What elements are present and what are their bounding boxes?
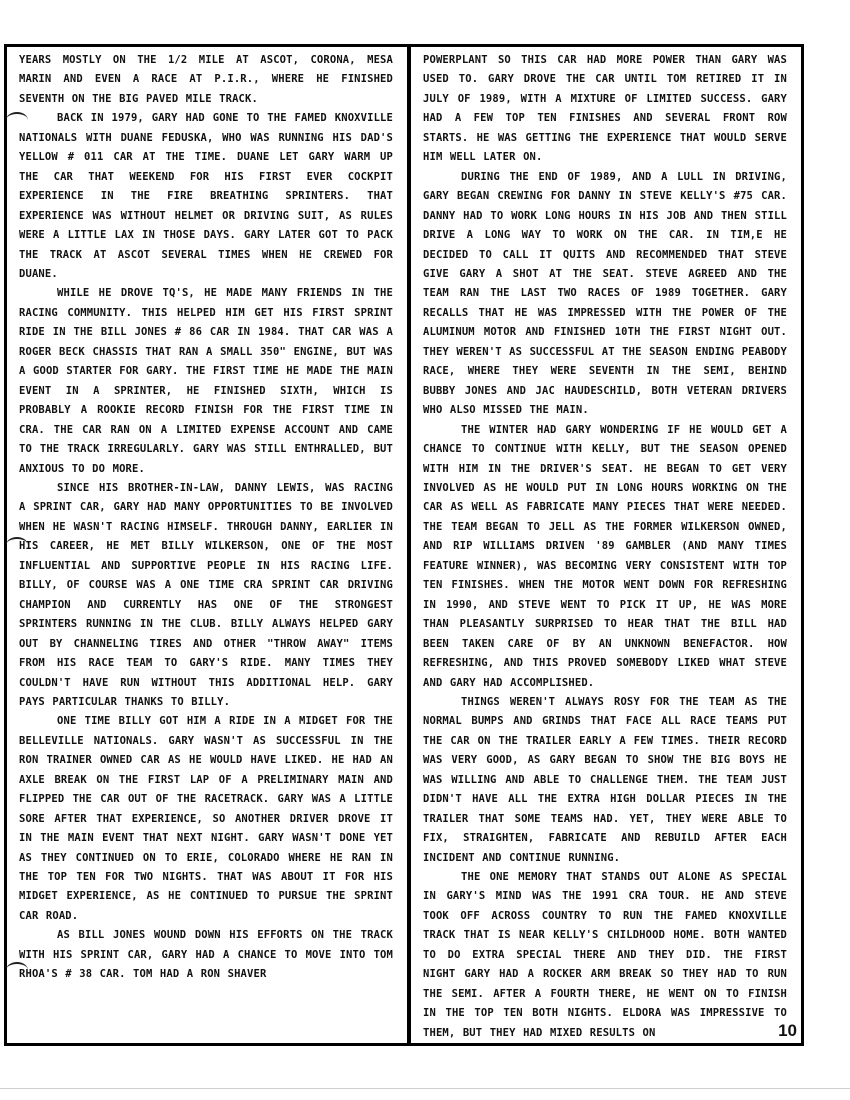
right-column-text [423, 51, 787, 1043]
paragraph: WHILE HE DROVE TQ'S, HE MADE MANY FRIENDS IN THE RACING COMMUNITY. THIS HELPED HIM GET HIS FIRST SPRINT RIDE IN THE BILL JONES # 86 CAR IN 1984. THAT CAR WAS A ROGER BECK CHASSIS THAT RAN A SMALL 350" ENGINE, BUT WAS A GOOD STARTER FOR GARY. THE FIRST TIME HE MADE THE MAIN EVENT IN A SPRINTER, HE FINISHED SIXTH, WHICH IS PROBABLY A ROOKIE RECORD FINISH FOR THE FIRST TIME IN CRA. THE CAR RAN ON A LIMITED EXPENSE ACCOUNT AND CAME TO THE TRACK IRREGULARLY. GARY WAS STILL ENTHRALLED, BUT ANXIOUS TO DO MORE. [19, 287, 393, 475]
paragraph: AS BILL JONES WOUND DOWN HIS EFFORTS ON THE TRACK WITH HIS SPRINT CAR, GARY HAD A CHANCE TO MOVE INTO TOM RHOA'S # 38 CAR. TOM HAD A RON SHAVER [19, 929, 393, 981]
left-column [7, 47, 409, 1043]
left-column-text [19, 51, 393, 985]
page-number: 10 [778, 1021, 797, 1040]
paragraph: THINGS WEREN'T ALWAYS ROSY FOR THE TEAM AS THE NORMAL BUMPS AND GRINDS THAT FACE ALL RACE TEAMS PUT THE CAR ON THE TRAILER EARLY A FEW TIMES. THEIR RECORD WAS VERY GOOD, AS GARY BEGAN TO SHOW THE BIG BOYS HE WAS WILLING AND ABLE TO CHALLENGE THEM. THE TEAM JUST DIDN'T HAVE ALL THE EXTRA HIGH DOLLAR PIECES IN THE TRAILER THAT SOME TEAMS HAD. YET, THEY WERE ABLE TO FIX, STRAIGHTEN, FABRICATE AND REBUILD AFTER EACH INCIDENT AND CONTINUE RUNNING. [423, 695, 787, 864]
scan-edge-line [0, 1088, 850, 1089]
right-column [409, 47, 801, 1043]
hole-punch-mark [6, 112, 28, 128]
paragraph: BACK IN 1979, GARY HAD GONE TO THE FAMED KNOXVILLE NATIONALS WITH DUANE FEDUSKA, WHO WAS RUNNING HIS DAD'S YELLOW # 011 CAR AT THE TIME. DUANE LET GARY WARM UP THE CAR THAT WEEKEND FOR HIS FIRST EVER COCKPIT EXPERIENCE IN THE FIRE BREATHING SPRINTERS. THAT EXPERIENCE WAS WITHOUT HELMET OR DRIVING SUIT, AS RULES WERE A LITTLE LAX IN THOSE DAYS. GARY LATER GOT TO PACK THE TRACK AT ASCOT SEVERAL TIMES WHEN HE CREWED FOR DUANE. [19, 112, 393, 280]
paragraph: THE WINTER HAD GARY WONDERING IF HE WOULD GET A CHANCE TO CONTINUE WITH KELLY, BUT THE SEASON OPENED WITH HIM IN THE DRIVER'S SEAT. HE BEGAN TO GET VERY INVOLVED AS HE WOULD PUT IN LONG HOURS WORKING ON THE CAR AS WELL AS FABRICATE MANY PIECES THAT WERE NEEDED. THE TEAM BEGAN TO JELL AS THE FORMER WILKERSON OWNED, AND RIP WILLIAMS DRIVEN '89 GAMBLER (AND MANY TIMES FEATURE WINNER), WAS BECOMING VERY CONSISTENT WITH TOP TEN FINISHES. WHEN THE MOTOR WENT DOWN FOR REFRESHING IN 1990, AND STEVE WENT TO PICK IT UP, HE WAS MORE THAN PLEASANTLY SURPRISED TO HEAR THAT THE BILL HAD BEEN TAKEN CARE OF BY AN UNKNOWN BENEFACTOR. HOW REFRESHING, AND THIS PROVED SOMEBODY LIKED WHAT STEVE AND GARY HAD ACCOMPLISHED. [423, 423, 787, 689]
hole-punch-mark [6, 962, 28, 978]
hole-punch-mark [6, 537, 28, 553]
paragraph: YEARS MOSTLY ON THE 1/2 MILE AT ASCOT, CORONA, MESA MARIN AND EVEN A RACE AT P.I.R., WHERE HE FINISHED SEVENTH ON THE BIG PAVED MILE TRACK. [19, 54, 393, 105]
paragraph: POWERPLANT SO THIS CAR HAD MORE POWER THAN GARY WAS USED TO. GARY DROVE THE CAR UNTIL TOM RETIRED IT IN JULY OF 1989, WITH A MIXTURE OF LIMITED SUCCESS. GARY HAD A FEW TOP TEN FINISHES AND SEVERAL FRONT ROW STARTS. HE WAS GETTING THE EXPERIENCE THAT WOULD SERVE HIM WELL LATER ON. [423, 54, 787, 164]
paragraph: SINCE HIS BROTHER-IN-LAW, DANNY LEWIS, WAS RACING A SPRINT CAR, GARY HAD MANY OPPORTUNITIES TO BE INVOLVED WHEN HE WASN'T RACING HIMSELF. THROUGH DANNY, EARLIER IN HIS CAREER, HE MET BILLY WILKERSON, ONE OF THE MOST INFLUENTIAL AND SUPPORTIVE PEOPLE IN HIS RACING LIFE. BILLY, OF COURSE WAS A ONE TIME CRA SPRINT CAR DRIVING CHAMPION AND CURRENTLY HAS ONE OF THE STRONGEST SPRINTERS RUNNING IN THE CLUB. BILLY ALWAYS HELPED GARY OUT BY CHANNELING TIRES AND OTHER "THROW AWAY" ITEMS FROM HIS RACE TEAM TO GARY'S RIDE. MANY TIMES THEY COULDN'T HAVE RUN WITHOUT THIS ADDITIONAL HELP. GARY PAYS PARTICULAR THANKS TO BILLY. [19, 481, 393, 708]
paragraph: ONE TIME BILLY GOT HIM A RIDE IN A MIDGET FOR THE BELLEVILLE NATIONALS. GARY WASN'T AS SUCCESSFUL IN THE RON TRAINER OWNED CAR AS HE WOULD HAVE LIKED. HE HAD AN AXLE BREAK ON THE FIRST LAP OF A PRELIMINARY MAIN AND FLIPPED THE CAR OUT OF THE RACETRACK. GARY WAS A LITTLE SORE AFTER THAT EXPERIENCE, SO ANOTHER DRIVER DROVE IT IN THE MAIN EVENT THAT NEXT NIGHT. GARY WASN'T DONE YET AS THEY CONTINUED ON TO ERIE, COLORADO WHERE HE RAN IN THE TOP TEN FOR TWO NIGHTS. THAT WAS ABOUT IT FOR HIS MIDGET EXPERIENCE, AS HE CONTINUED TO PURSUE THE SPRINT CAR ROAD. [19, 715, 393, 922]
paragraph: DURING THE END OF 1989, AND A LULL IN DRIVING, GARY BEGAN CREWING FOR DANNY IN STEVE KELLY'S #75 CAR. DANNY HAD TO WORK LONG HOURS IN HIS JOB AND THEN STILL DRIVE A LONG WAY TO WORK ON THE CAR. IN TIM,E HE DECIDED TO CALL IT QUITS AND RECOMMENDED THAT STEVE GIVE GARY A SHOT AT THE SEAT. STEVE AGREED AND THE TEAM RAN THE LAST TWO RACES OF 1989 TOGETHER. GARY RECALLS THAT HE WAS IMPRESSED WITH THE POWER OF THE ALUMINUM MOTOR AND FINISHED 10TH THE FIRST NIGHT OUT. THEY WEREN'T AS SUCCESSFUL AT THE SEASON ENDING PEABODY RACE, WHERE THEY WERE SEVENTH IN THE SEMI, BEHIND BUBBY JONES AND JAC HAUDESCHILD, BOTH VETERAN DRIVERS WHO ALSO MISSED THE MAIN. [423, 170, 787, 417]
paragraph: THE ONE MEMORY THAT STANDS OUT ALONE AS SPECIAL IN GARY'S MIND WAS THE 1991 CRA TOUR. HE AND STEVE TOOK OFF ACROSS COUNTRY TO RUN THE FAMED KNOXVILLE TRACK THAT IS NEAR KELLY'S CHILDHOOD HOME. BOTH WANTED TO DO EXTRA SPECIAL THERE AND THEY DID. THE FIRST NIGHT GARY HAD A ROCKER ARM BREAK SO THEY HAD TO RUN THE SEMI. AFTER A FOURTH THERE, HE WENT ON TO FINISH IN THE TOP TEN BOTH NIGHTS. ELDORA WAS IMPRESSIVE TO THEM, BUT THEY HAD MIXED RESULTS ON [423, 871, 787, 1039]
page-frame [4, 44, 804, 1046]
